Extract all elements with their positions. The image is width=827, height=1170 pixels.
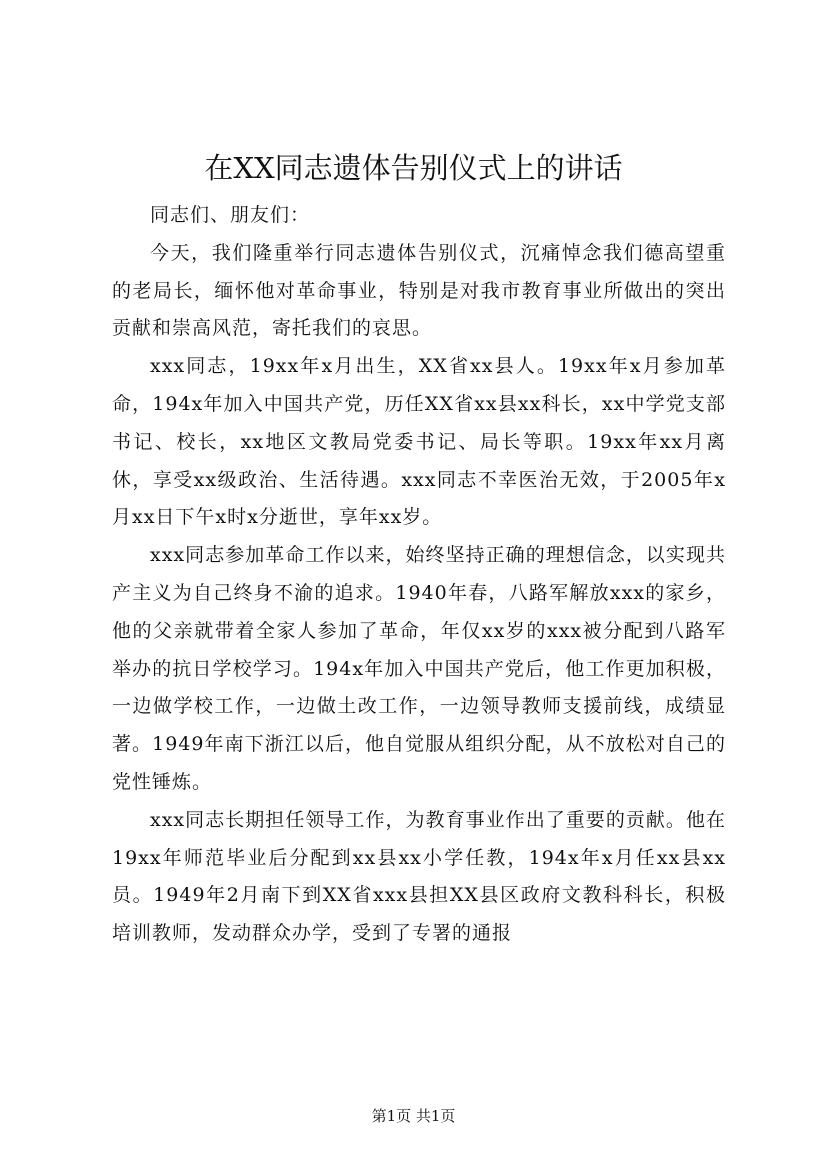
paragraph-biography: xxx同志，19xx年x月出生，XX省xx县人。19xx年x月参加革命，194x年加入中国共产党，历任XX省xx县xx科长，xx中学党支部书记、校长，xx地区文教局党委书记、局长等职。19xx年xx月离休，享受xx级政治、生活待遇。xxx同志不幸医治无效，于2005年x月xx日下午x时x分逝世，享年xx岁。 xyxy=(112,355,726,529)
document-title: 在XX同志遗体告别仪式上的讲话 xyxy=(204,151,623,185)
document-body xyxy=(112,197,726,953)
paragraph-education-work: xxx同志长期担任领导工作，为教育事业作出了重要的贡献。他在19xx年师范毕业后分配到xx县xx小学任教，194x年x月任xx县xx员。1949年2月南下到XX省xxx县担XX县区政府文教科科长，积极培训教师，发动群众办学，受到了专署的通报 xyxy=(112,808,726,945)
paragraph-revolution: xxx同志参加革命工作以来，始终坚持正确的理想信念，以实现共产主义为自己终身不渝的追求。1940年春，八路军解放xxx的家乡，他的父亲就带着全家人参加了革命，年仅xx岁的xxx被分配到八路军举办的抗日学校学习。194x年加入中国共产党后，他工作更加积极，一边做学校工作，一边做土改工作，一边领导教师支援前线，成绩显著。1949年南下浙江以后，他自觉服从组织分配，从不放松对自己的党性锤炼。 xyxy=(112,544,726,793)
page-footer: 第1页 共1页 xyxy=(371,1107,456,1125)
paragraph-opening: 今天，我们隆重举行同志遗体告别仪式，沉痛悼念我们德高望重的老局长，缅怀他对革命事业，特别是对我市教育事业所做出的突出贡献和崇高风范，寄托我们的哀思。 xyxy=(112,241,726,340)
greeting-line: 同志们、朋友们： xyxy=(150,204,311,226)
